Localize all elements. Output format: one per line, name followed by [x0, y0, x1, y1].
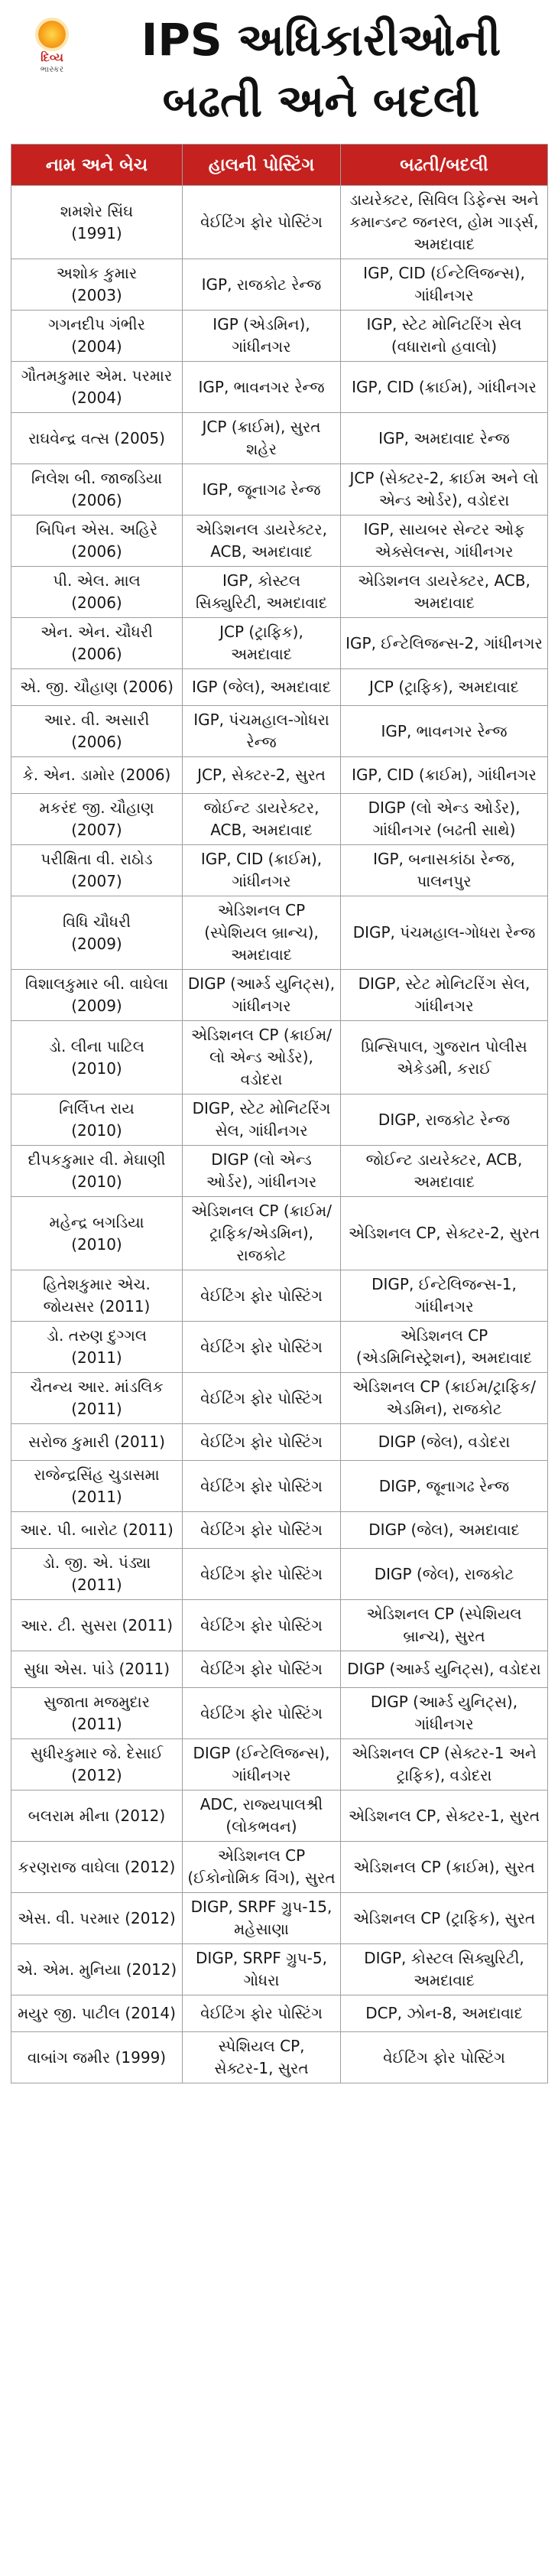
cell-promotion-transfer: ડાયરેક્ટર, સિવિલ ડિફેન્સ અને કમાન્ડન્ટ જનરલ, હોમ ગાર્ડ્સ, અમદાવાદ — [341, 186, 548, 259]
cell-current-posting: DIGP (આર્મ્ડ યુનિટ્સ), ગાંધીનગર — [183, 970, 341, 1021]
table-row — [11, 567, 548, 618]
cell-current-posting: એડિશનલ ડાયરેક્ટર, ACB, અમદાવાદ — [183, 516, 341, 567]
table-row — [11, 464, 548, 516]
table-row — [11, 896, 548, 970]
cell-name-batch: એન. એન. ચૌધરી (2006) — [11, 618, 183, 669]
cell-current-posting: એડિશનલ CP (ક્રાઈમ/ ટ્રાફિક/એડમિન), રાજકોટ — [183, 1197, 341, 1270]
cell-current-posting: વેઈટિંગ ફોર પોસ્ટિંગ — [183, 1995, 341, 2032]
table-row — [11, 1893, 548, 1944]
cell-name-batch: સુજાતા મજમુદાર (2011) — [11, 1688, 183, 1739]
table-row — [11, 1322, 548, 1373]
cell-promotion-transfer: IGP, સ્ટેટ મોનિટરિંગ સેલ (વધારાનો હવાલો) — [341, 311, 548, 362]
cell-promotion-transfer: DIGP, કોસ્ટલ સિક્યુરિટી, અમદાવાદ — [341, 1944, 548, 1995]
cell-current-posting: વેઈટિંગ ફોર પોસ્ટિંગ — [183, 1270, 341, 1322]
cell-promotion-transfer: એડિશનલ CP (ટ્રાફિક), સુરત — [341, 1893, 548, 1944]
cell-name-batch: આર. વી. અસારી (2006) — [11, 706, 183, 757]
cell-promotion-transfer: એડિશનલ CP (ક્રાઈમ/ટ્રાફિક/ એડમિન), રાજકોટ — [341, 1373, 548, 1424]
cell-promotion-transfer: IGP, સાયબર સેન્ટર ઓફ એક્સેલન્સ, ગાંધીનગર — [341, 516, 548, 567]
cell-promotion-transfer: JCP (ટ્રાફિક), અમદાવાદ — [341, 669, 548, 706]
table-row — [11, 794, 548, 845]
cell-promotion-transfer: DIGP (જેલ), અમદાવાદ — [341, 1512, 548, 1549]
cell-promotion-transfer: એડિશનલ ડાયરેક્ટર, ACB, અમદાવાદ — [341, 567, 548, 618]
cell-name-batch: મકરંદ જી. ચૌહાણ (2007) — [11, 794, 183, 845]
cell-name-batch: મહેન્દ્ર બગડિયા (2010) — [11, 1197, 183, 1270]
table-row — [11, 259, 548, 311]
table-row — [11, 757, 548, 794]
cell-promotion-transfer: એડિશનલ CP (ક્રાઈમ), સુરત — [341, 1842, 548, 1893]
table-row — [11, 1197, 548, 1270]
cell-promotion-transfer: DIGP, સ્ટેટ મોનિટરિંગ સેલ, ગાંધીનગર — [341, 970, 548, 1021]
cell-promotion-transfer: DIGP (જેલ), વડોદરા — [341, 1424, 548, 1461]
cell-promotion-transfer: જોઈન્ટ ડાયરેક્ટર, ACB, અમદાવાદ — [341, 1146, 548, 1197]
table-row — [11, 2032, 548, 2083]
cell-name-batch: કે. એન. ડામોર (2006) — [11, 757, 183, 794]
cell-current-posting: વેઈટિંગ ફોર પોસ્ટિંગ — [183, 1600, 341, 1651]
cell-promotion-transfer: DIGP, જૂનાગઢ રેન્જ — [341, 1461, 548, 1512]
cell-name-batch: નિલેશ બી. જાજડિયા (2006) — [11, 464, 183, 516]
cell-name-batch: એ. એમ. મુનિયા (2012) — [11, 1944, 183, 1995]
cell-name-batch: પરીક્ષિતા વી. રાઠોડ (2007) — [11, 845, 183, 896]
cell-promotion-transfer: IGP, અમદાવાદ રેન્જ — [341, 413, 548, 464]
cell-current-posting: IGP (જેલ), અમદાવાદ — [183, 669, 341, 706]
table-row — [11, 311, 548, 362]
table-row — [11, 186, 548, 259]
transfers-table — [11, 144, 548, 2083]
table-row — [11, 1688, 548, 1739]
cell-name-batch: સુધીરકુમાર જે. દેસાઈ (2012) — [11, 1739, 183, 1791]
cell-promotion-transfer: JCP (સેક્ટર-2, ક્રાઈમ અને લો એન્ડ ઓર્ડર), વડોદરા — [341, 464, 548, 516]
cell-name-batch: બિપિન એસ. અહિરે (2006) — [11, 516, 183, 567]
column-header-promotion-transfer: બઢતી/બદલી — [341, 145, 548, 186]
cell-name-batch: સુધા એસ. પાંડે (2011) — [11, 1651, 183, 1688]
cell-current-posting: IGP, કોસ્ટલ સિક્યુરિટી, અમદાવાદ — [183, 567, 341, 618]
column-header-name-batch: નામ અને બેચ — [11, 145, 183, 186]
cell-name-batch: ચૈતન્ય આર. માંડલિક (2011) — [11, 1373, 183, 1424]
cell-promotion-transfer: DIGP (આર્મ્ડ યુનિટ્સ), વડોદરા — [341, 1651, 548, 1688]
cell-promotion-transfer: IGP, ઈન્ટેલિજન્સ-2, ગાંધીનગર — [341, 618, 548, 669]
cell-promotion-transfer: એડિશનલ CP (સ્પેશિયલ બ્રાન્ચ), સુરત — [341, 1600, 548, 1651]
cell-name-batch: રાઘવેન્દ્ર વત્સ (2005) — [11, 413, 183, 464]
cell-name-batch: સરોજ કુમારી (2011) — [11, 1424, 183, 1461]
table-row — [11, 1739, 548, 1791]
cell-current-posting: DIGP, સ્ટેટ મોનિટરિંગ સેલ, ગાંધીનગર — [183, 1094, 341, 1146]
cell-promotion-transfer: IGP, CID (ક્રાઈમ), ગાંધીનગર — [341, 757, 548, 794]
cell-name-batch: મયુર જી. પાટીલ (2014) — [11, 1995, 183, 2032]
cell-name-batch: એસ. વી. પરમાર (2012) — [11, 1893, 183, 1944]
cell-name-batch: ડો. તરુણ દુગ્ગલ (2011) — [11, 1322, 183, 1373]
cell-current-posting: વેઈટિંગ ફોર પોસ્ટિંગ — [183, 1651, 341, 1688]
cell-name-batch: વાબાંગ જમીર (1999) — [11, 2032, 183, 2083]
cell-current-posting: JCP, સેક્ટર-2, સુરત — [183, 757, 341, 794]
cell-name-batch: ડો. લીના પાટિલ (2010) — [11, 1021, 183, 1094]
cell-current-posting: JCP (ક્રાઈમ), સુરત શહેર — [183, 413, 341, 464]
cell-name-batch: હિતેશકુમાર એચ. જોયસર (2011) — [11, 1270, 183, 1322]
table-row — [11, 1944, 548, 1995]
table-row — [11, 1094, 548, 1146]
cell-name-batch: આર. પી. બારોટ (2011) — [11, 1512, 183, 1549]
cell-promotion-transfer: DCP, ઝોન-8, અમદાવાદ — [341, 1995, 548, 2032]
cell-name-batch: વિશાલકુમાર બી. વાઘેલા (2009) — [11, 970, 183, 1021]
table-row — [11, 618, 548, 669]
cell-current-posting: વેઈટિંગ ફોર પોસ્ટિંગ — [183, 1549, 341, 1600]
table-row — [11, 1021, 548, 1094]
cell-name-batch: કરણરાજ વાઘેલા (2012) — [11, 1842, 183, 1893]
cell-name-batch: ગૌતમકુમાર એમ. પરમાર (2004) — [11, 362, 183, 413]
cell-current-posting: એડિશનલ CP (ઈકોનોમિક વિંગ), સુરત — [183, 1842, 341, 1893]
cell-current-posting: એડિશનલ CP (સ્પેશિયલ બ્રાન્ચ), અમદાવાદ — [183, 896, 341, 970]
cell-promotion-transfer: DIGP, રાજકોટ રેન્જ — [341, 1094, 548, 1146]
cell-current-posting: ADC, રાજ્યપાલશ્રી (લોકભવન) — [183, 1791, 341, 1842]
cell-promotion-transfer: DIGP (લો એન્ડ ઓર્ડર), ગાંધીનગર (બઢતી સાથે) — [341, 794, 548, 845]
table-row — [11, 362, 548, 413]
table-row — [11, 1842, 548, 1893]
cell-current-posting: વેઈટિંગ ફોર પોસ્ટિંગ — [183, 1688, 341, 1739]
table-row — [11, 669, 548, 706]
cell-promotion-transfer: DIGP, ઈન્ટેલિજન્સ-1, ગાંધીનગર — [341, 1270, 548, 1322]
cell-promotion-transfer: વેઈટિંગ ફોર પોસ્ટિંગ — [341, 2032, 548, 2083]
table-row — [11, 1373, 548, 1424]
cell-current-posting: DIGP, SRPF ગ્રુપ-5, ગોધરા — [183, 1944, 341, 1995]
cell-current-posting: DIGP (ઈન્ટેલિજન્સ), ગાંધીનગર — [183, 1739, 341, 1791]
cell-current-posting: IGP, ભાવનગર રેન્જ — [183, 362, 341, 413]
cell-current-posting: IGP, રાજકોટ રેન્જ — [183, 259, 341, 311]
table-row — [11, 1424, 548, 1461]
cell-promotion-transfer: DIGP (જેલ), રાજકોટ — [341, 1549, 548, 1600]
cell-name-batch: વિધિ ચૌધરી (2009) — [11, 896, 183, 970]
table-header-row — [11, 145, 548, 186]
cell-name-batch: અશોક કુમાર (2003) — [11, 259, 183, 311]
table-row — [11, 1270, 548, 1322]
cell-promotion-transfer: એડિશનલ CP, સેક્ટર-2, સુરત — [341, 1197, 548, 1270]
cell-promotion-transfer: DIGP (આર્મ્ડ યુનિટ્સ), ગાંધીનગર — [341, 1688, 548, 1739]
table-row — [11, 1651, 548, 1688]
table-row — [11, 413, 548, 464]
cell-current-posting: વેઈટિંગ ફોર પોસ્ટિંગ — [183, 1373, 341, 1424]
brand-logo-main-text: દિવ્ય — [41, 50, 63, 64]
page-title — [92, 9, 550, 132]
column-header-current-posting: હાલની પોસ્ટિંગ — [183, 145, 341, 186]
cell-promotion-transfer: એડિશનલ CP (એડમિનિસ્ટ્રેશન), અમદાવાદ — [341, 1322, 548, 1373]
cell-current-posting: વેઈટિંગ ફોર પોસ્ટિંગ — [183, 1461, 341, 1512]
page-title-line-1: IPS અધિકારીઓની — [141, 14, 501, 66]
cell-promotion-transfer: DIGP, પંચમહાલ-ગોધરા રેન્જ — [341, 896, 548, 970]
cell-current-posting: IGP (એડમિન), ગાંધીનગર — [183, 311, 341, 362]
cell-current-posting: વેઈટિંગ ફોર પોસ્ટિંગ — [183, 1424, 341, 1461]
cell-current-posting: વેઈટિંગ ફોર પોસ્ટિંગ — [183, 1322, 341, 1373]
table-row — [11, 1512, 548, 1549]
brand-logo-sub-text: ભાસ્કર — [40, 64, 64, 74]
table-body — [11, 186, 548, 2083]
brand-logo — [15, 11, 89, 84]
cell-name-batch: પી. એલ. માલ (2006) — [11, 567, 183, 618]
page-title-line-2: બઢતી અને બદલી — [162, 75, 480, 127]
cell-name-batch: એ. જી. ચૌહાણ (2006) — [11, 669, 183, 706]
header — [0, 0, 558, 144]
cell-promotion-transfer: IGP, ભાવનગર રેન્જ — [341, 706, 548, 757]
cell-name-batch: નિર્લિપ્ત રાય (2010) — [11, 1094, 183, 1146]
table-row — [11, 706, 548, 757]
cell-current-posting: IGP, પંચમહાલ-ગોધરા રેન્જ — [183, 706, 341, 757]
cell-current-posting: વેઈટિંગ ફોર પોસ્ટિંગ — [183, 1512, 341, 1549]
cell-current-posting: DIGP (લો એન્ડ ઓર્ડર), ગાંધીનગર — [183, 1146, 341, 1197]
cell-current-posting: JCP (ટ્રાફિક), અમદાવાદ — [183, 618, 341, 669]
table-row — [11, 516, 548, 567]
cell-promotion-transfer: IGP, બનાસકાંઠા રેન્જ, પાલનપુર — [341, 845, 548, 896]
cell-name-batch: ડો. જી. એ. પંડ્યા (2011) — [11, 1549, 183, 1600]
cell-promotion-transfer: એડિશનલ CP (સેક્ટર-1 અને ટ્રાફિક), વડોદરા — [341, 1739, 548, 1791]
cell-promotion-transfer: એડિશનલ CP, સેક્ટર-1, સુરત — [341, 1791, 548, 1842]
table-row — [11, 1461, 548, 1512]
cell-current-posting: IGP, જૂનાગઢ રેન્જ — [183, 464, 341, 516]
cell-name-batch: શમશેર સિંઘ (1991) — [11, 186, 183, 259]
cell-current-posting: જોઈન્ટ ડાયરેક્ટર, ACB, અમદાવાદ — [183, 794, 341, 845]
cell-name-batch: ગગનદીપ ગંભીર (2004) — [11, 311, 183, 362]
cell-current-posting: એડિશનલ CP (ક્રાઈમ/લો એન્ડ ઓર્ડર), વડોદરા — [183, 1021, 341, 1094]
table-row — [11, 1146, 548, 1197]
table-row — [11, 970, 548, 1021]
cell-current-posting: IGP, CID (ક્રાઈમ), ગાંધીનગર — [183, 845, 341, 896]
cell-name-batch: બલરામ મીના (2012) — [11, 1791, 183, 1842]
cell-name-batch: દીપકકુમાર વી. મેઘાણી (2010) — [11, 1146, 183, 1197]
cell-promotion-transfer: પ્રિન્સિપાલ, ગુજરાત પોલીસ એકેડમી, કરાઈ — [341, 1021, 548, 1094]
table-row — [11, 1791, 548, 1842]
cell-current-posting: વેઈટિંગ ફોર પોસ્ટિંગ — [183, 186, 341, 259]
cell-current-posting: સ્પેશિયલ CP, સેક્ટર-1, સુરત — [183, 2032, 341, 2083]
cell-name-batch: રાજેન્દ્રસિંહ ચુડાસમા (2011) — [11, 1461, 183, 1512]
cell-promotion-transfer: IGP, CID (ક્રાઈમ), ગાંધીનગર — [341, 362, 548, 413]
table-row — [11, 1995, 548, 2032]
cell-name-batch: આર. ટી. સુસરા (2011) — [11, 1600, 183, 1651]
table-row — [11, 845, 548, 896]
cell-current-posting: DIGP, SRPF ગ્રુપ-15, મહેસાણા — [183, 1893, 341, 1944]
cell-promotion-transfer: IGP, CID (ઈન્ટેલિજન્સ), ગાંધીનગર — [341, 259, 548, 311]
table-row — [11, 1549, 548, 1600]
table-row — [11, 1600, 548, 1651]
sun-logo-icon — [38, 21, 66, 48]
